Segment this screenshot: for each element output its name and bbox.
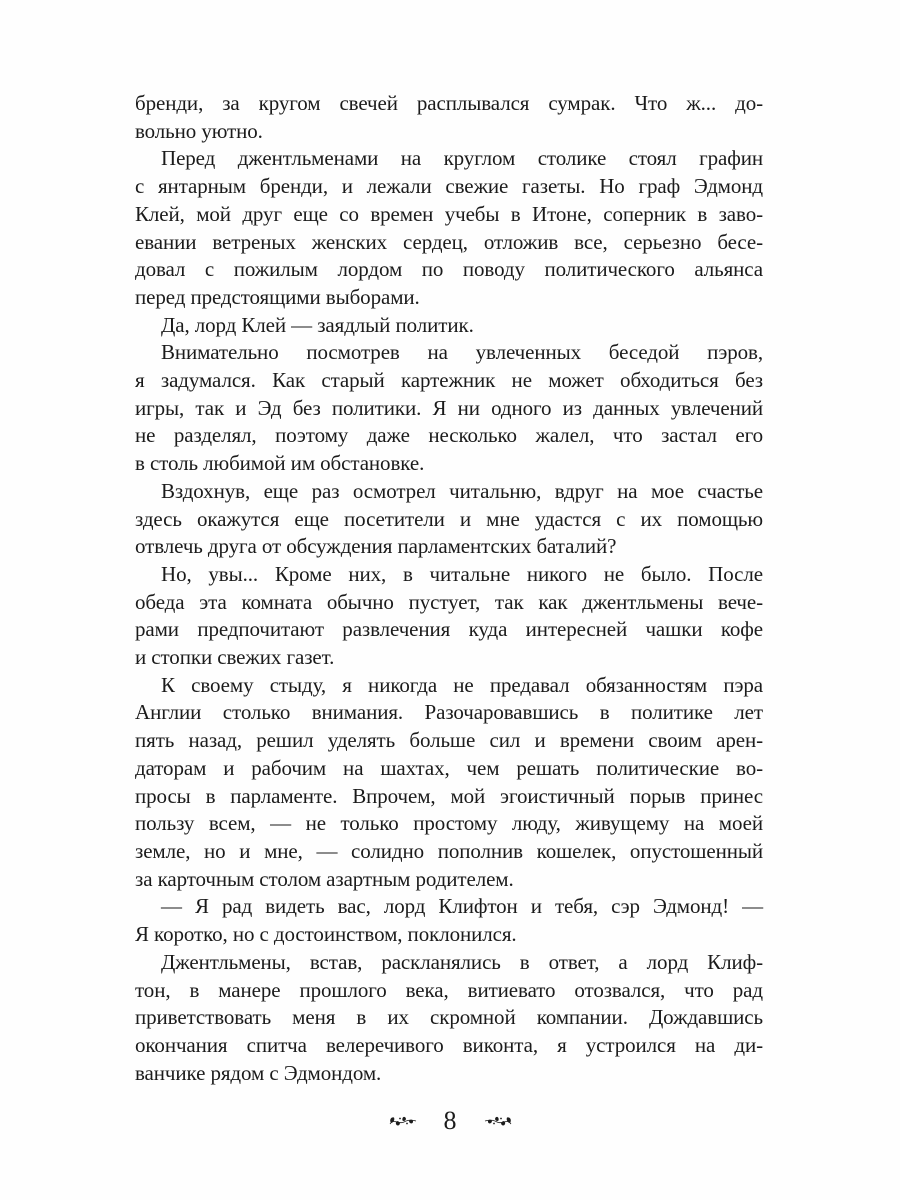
text-line: Клей, мой друг еще со времен учебы в Итоне, соперник в заво- (135, 201, 763, 226)
text-line: просы в парламенте. Впрочем, мой эгоистичный порыв принес (135, 783, 763, 808)
text-line: Перед джентльменами на круглом столике стоял графин (161, 146, 763, 171)
text-line: я задумался. Как старый картежник не может обходиться без (135, 368, 763, 393)
text-line: в столь любимой им обстановке. (135, 451, 425, 476)
text-line: тон, в манере прошлого века, витиевато отозвался, что рад (135, 977, 763, 1002)
text-line: даторам и рабочим на шахтах, чем решать политические во- (135, 755, 763, 780)
text-line: игры, так и Эд без политики. Я ни одного из данных увлечений (135, 395, 763, 420)
text-line: Внимательно посмотрев на увлеченных беседой пэров, (161, 340, 763, 365)
floral-ornament-right-icon (484, 1114, 512, 1128)
text-line: бренди, за кругом свечей расплывался сумрак. Что ж... до- (135, 91, 763, 115)
text-line: здесь окажутся еще посетители и мне удастся с их помощью (135, 506, 763, 531)
text-line: пять назад, решил уделять больше сил и времени своим арен- (135, 728, 763, 753)
page-text (135, 90, 763, 1087)
text-line: Англии столько внимания. Разочаровавшись в политике лет (135, 700, 763, 725)
text-line: пользу всем, — не только простому люду, живущему на моей (135, 811, 763, 836)
text-line: ванчике рядом с Эдмондом. (135, 1060, 382, 1085)
text-line: перед предстоящими выборами. (135, 284, 420, 309)
text-line: евании ветреных женских сердец, отложив все, серьезно бесе- (135, 229, 763, 254)
text-line: обеда эта комната обычно пустует, так как джентльмены вече- (135, 589, 763, 614)
text-line: приветствовать меня в их скромной компании. Дождавшись (135, 1005, 763, 1030)
text-line: отвлечь друга от обсуждения парламентских баталий? (135, 534, 617, 559)
text-line: Джентльмены, встав, раскланялись в ответ, а лорд Клиф- (161, 949, 763, 974)
text-line: Да, лорд Клей — заядлый политик. (161, 312, 474, 337)
text-line: Но, увы... Кроме них, в читальне никого не было. После (161, 561, 763, 586)
text-line: Вздохнув, еще раз осмотрел читальню, вдруг на мое счастье (161, 478, 763, 503)
text-line: окончания спитча велеречивого виконта, я устроился на ди- (135, 1032, 763, 1057)
page-number: 8 (443, 1106, 457, 1135)
text-line: Я коротко, но с достоинством, поклонился. (135, 922, 517, 947)
text-line: за карточным столом азартным родителем. (135, 866, 514, 891)
text-line: К своему стыду, я никогда не предавал обязанностям пэра (161, 672, 763, 697)
page-footer (0, 1106, 900, 1136)
text-line: и стопки свежих газет. (135, 645, 335, 670)
text-line: — Я рад видеть вас, лорд Клифтон и тебя, сэр Эдмонд! — (161, 894, 763, 919)
floral-ornament-left-icon (389, 1114, 417, 1128)
text-line: земле, но и мне, — солидно пополнив кошелек, опустошенный (135, 838, 763, 863)
text-line: вольно уютно. (135, 118, 263, 143)
text-line: рами предпочитают развлечения куда интересней чашки кофе (135, 617, 763, 642)
text-line: довал с пожилым лордом по поводу политического альянса (135, 257, 763, 282)
text-line: с янтарным бренди, и лежали свежие газеты. Но граф Эдмонд (135, 174, 763, 199)
text-line: не разделял, поэтому даже несколько жалел, что застал его (135, 423, 763, 448)
